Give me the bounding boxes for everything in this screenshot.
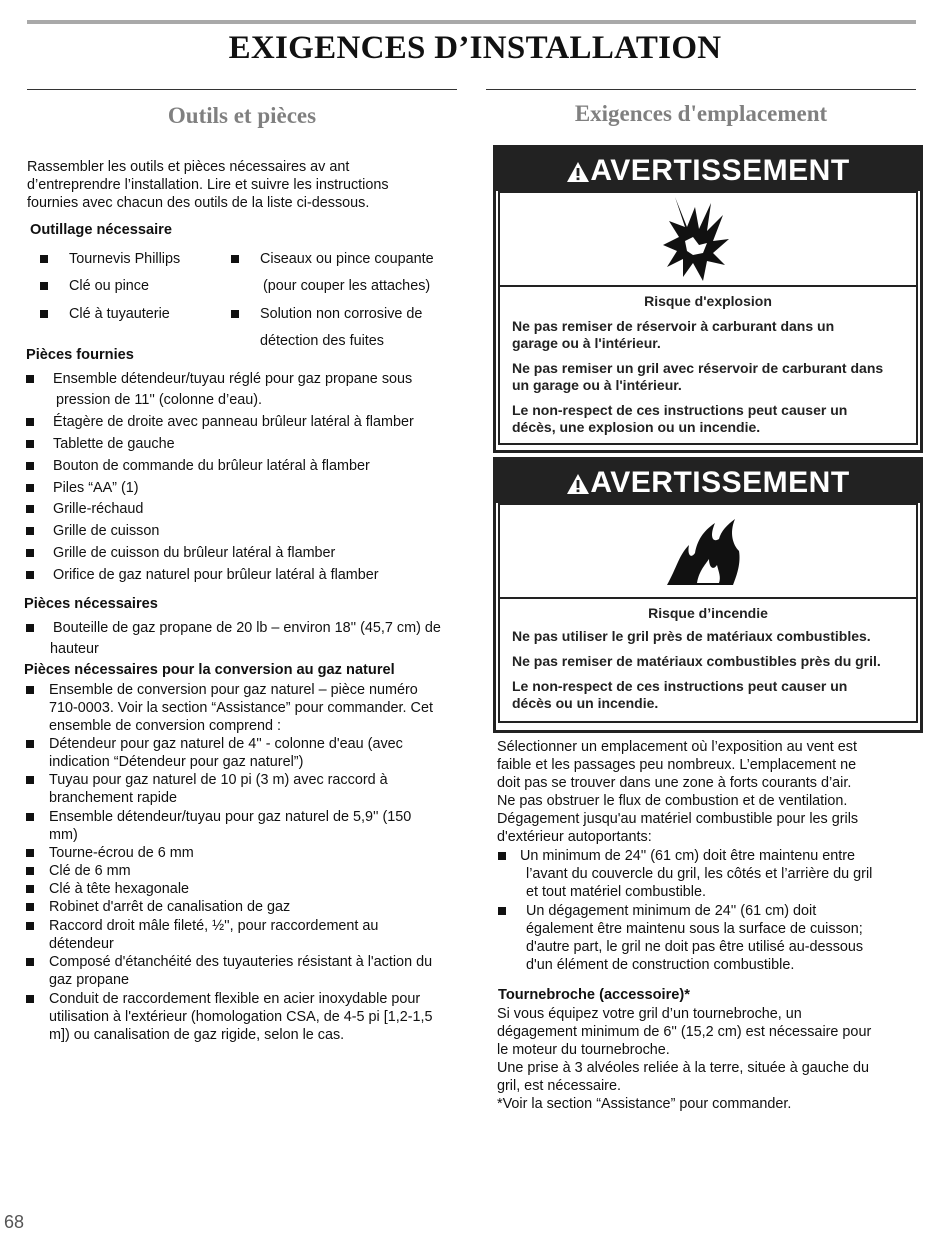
- bullet-square: [231, 255, 239, 263]
- left-heading-rule: [27, 89, 457, 90]
- tool-item: Solution non corrosive de: [231, 305, 422, 323]
- clearance-item: Un dégagement minimum de 24'' (61 cm) doit également être maintenu sous la surface de cuisson; d'autre part, le gril ne doit pas être utilisé au-dessous d'un élément de construction combustible.: [498, 902, 863, 974]
- bullet-square: [26, 440, 34, 448]
- conversion-item: Ensemble de conversion pour gaz naturel – pièce numéro 710-0003. Voir la section “Assistance” pour commander. Cet ensemble de conversion comprend :: [26, 681, 433, 735]
- page-number: 68: [4, 1212, 25, 1232]
- warning-image-area: [498, 191, 918, 285]
- bullet-square: [498, 852, 506, 860]
- bullet-square: [40, 282, 48, 290]
- warning-line: Ne pas utiliser le gril près de matériaux combustibles.: [512, 628, 871, 644]
- warning-line: Le non-respect de ces instructions peut causer un décès ou un incendie.: [512, 678, 848, 711]
- supplied-item: Grille de cuisson du brûleur latéral à flamber: [26, 544, 335, 562]
- bullet-square: [26, 549, 34, 557]
- rotisserie-paragraph: Si vous équipez votre gril d’un tournebroche, un dégagement minimum de 6'' (15,2 cm) est nécessaire pour le moteur du tournebroche. Une prise à 3 alvéoles reliée à la terre, située à gauche du gril, est nécessaire. *Voir la section “Assistance” pour commander.: [497, 1006, 872, 1112]
- supplied-heading: Pièces fournies: [26, 347, 134, 363]
- bullet-square: [231, 310, 239, 318]
- bullet-square: [26, 375, 34, 383]
- warning-image-area: [498, 503, 918, 597]
- bullet-square: [26, 867, 34, 875]
- tools-heading: Outillage nécessaire: [30, 222, 172, 238]
- warning-text-area: [498, 597, 918, 723]
- location-paragraph: Sélectionner un emplacement où l’exposition au vent est faible et les passages peu nombreux. L’emplacement ne doit pas se trouver dans une zone à forts courants d’air. Ne pas obstruer le flux de combustion et de ventilation. Dégagement jusqu'au matériel combustible pour les grils d'extérieur autoportants:: [497, 739, 859, 845]
- bullet-square: [26, 849, 34, 857]
- bullet-square: [26, 686, 34, 694]
- supplied-item: Grille de cuisson: [26, 522, 159, 540]
- bullet-square: [26, 922, 34, 930]
- supplied-item: Tablette de gauche: [26, 435, 175, 453]
- clearance-item: Un minimum de 24'' (61 cm) doit être maintenu entre l’avant du couvercle du gril, les côtés et l’arrière du gril et tout matériel combustible.: [498, 847, 872, 901]
- bullet-square: [26, 418, 34, 426]
- bullet-square: [40, 255, 48, 263]
- bullet-square: [26, 903, 34, 911]
- conversion-item: Tuyau pour gaz naturel de 10 pi (3 m) avec raccord à branchement rapide: [26, 771, 388, 807]
- supplied-item: Grille-réchaud: [26, 500, 143, 518]
- supplied-item: Étagère de droite avec panneau brûleur latéral à flamber: [26, 413, 414, 431]
- explosion-warning-box: [493, 145, 923, 453]
- supplied-item: Bouton de commande du brûleur latéral à flamber: [26, 457, 370, 475]
- needed-heading: Pièces nécessaires: [24, 596, 158, 612]
- warning-risk-title: Risque d'explosion: [644, 293, 772, 309]
- fire-warning-box: [493, 457, 923, 733]
- tool-item: Ciseaux ou pince coupante: [231, 250, 434, 268]
- conversion-item: Raccord droit mâle fileté, ½'', pour raccordement au détendeur: [26, 917, 378, 953]
- bullet-square: [26, 571, 34, 579]
- needed-item: Bouteille de gaz propane de 20 lb – environ 18'' (45,7 cm) de: [26, 619, 441, 637]
- bullet-square: [26, 958, 34, 966]
- bullet-square: [26, 462, 34, 470]
- bullet-square: [26, 813, 34, 821]
- bullet-square: [26, 740, 34, 748]
- warning-line: Ne pas remiser un gril avec réservoir de carburant dans un garage ou à l'intérieur.: [512, 360, 884, 393]
- warning-line: Le non-respect de ces instructions peut causer un décès, une explosion ou un incendie.: [512, 402, 848, 435]
- tool-item: Clé ou pince: [40, 277, 149, 295]
- bullet-square: [26, 527, 34, 535]
- intro-line: fournies avec chacun des outils de la liste ci-dessous.: [27, 195, 370, 211]
- conversion-item: Ensemble détendeur/tuyau pour gaz naturel de 5,9'' (150 mm): [26, 808, 411, 844]
- tool-item: Tournevis Phillips: [40, 250, 180, 268]
- conversion-item: Conduit de raccordement flexible en acier inoxydable pour utilisation à l'extérieur (homologation CSA, de 4-5 pi [1,2-1,5 m]) ou canalisation de gaz rigide, selon le cas.: [26, 990, 433, 1044]
- warning-risk-title: Risque d’incendie: [648, 605, 768, 621]
- right-heading-rule: [486, 89, 916, 90]
- bullet-square: [40, 310, 48, 318]
- fire-icon: [663, 515, 743, 587]
- conversion-item: Robinet d'arrêt de canalisation de gaz: [26, 898, 290, 916]
- conversion-item: Détendeur pour gaz naturel de 4'' - colonne d'eau (avec indication “Détendeur pour gaz naturel”): [26, 735, 403, 771]
- intro-line: Rassembler les outils et pièces nécessaires av ant: [27, 159, 350, 175]
- bullet-square: [26, 776, 34, 784]
- bullet-square: [498, 907, 506, 915]
- intro-line: d’entreprendre l’installation. Lire et suivre les instructions: [27, 177, 389, 193]
- conversion-item: Clé de 6 mm: [26, 862, 131, 880]
- left-section-heading: Outils et pièces: [167, 103, 317, 128]
- conversion-heading: Pièces nécessaires pour la conversion au gaz naturel: [24, 662, 395, 678]
- supplied-item-continuation: pression de 11'' (colonne d’eau).: [56, 392, 263, 408]
- rotisserie-heading: Tournebroche (accessoire)*: [498, 987, 690, 1003]
- tool-item: Clé à tuyauterie: [40, 305, 170, 323]
- explosion-icon: [663, 197, 733, 281]
- conversion-item: Composé d'étanchéité des tuyauteries résistant à l'action du gaz propane: [26, 953, 432, 989]
- bullet-square: [26, 484, 34, 492]
- bullet-square: [26, 995, 34, 1003]
- warning-line: Ne pas remiser de réservoir à carburant dans un garage ou à l'intérieur.: [512, 318, 835, 351]
- supplied-item: Ensemble détendeur/tuyau réglé pour gaz propane sous: [26, 370, 412, 388]
- page-title: EXIGENCES D’INSTALLATION: [228, 30, 722, 66]
- warning-header: AVERTISSEMENT: [496, 148, 920, 191]
- needed-item-continuation: hauteur: [50, 641, 99, 657]
- tool-item-continuation: (pour couper les attaches): [263, 278, 431, 294]
- bullet-square: [26, 505, 34, 513]
- top-rule: [27, 20, 916, 24]
- conversion-item: Clé à tête hexagonale: [26, 880, 189, 898]
- bullet-square: [26, 885, 34, 893]
- supplied-item: Orifice de gaz naturel pour brûleur latéral à flamber: [26, 566, 379, 584]
- warning-line: Ne pas remiser de matériaux combustibles près du gril.: [512, 653, 881, 669]
- warning-header: AVERTISSEMENT: [496, 460, 920, 503]
- tool-item-continuation: détection des fuites: [260, 333, 384, 349]
- conversion-item: Tourne-écrou de 6 mm: [26, 844, 194, 862]
- warning-text-area: [498, 285, 918, 445]
- right-section-heading: Exigences d'emplacement: [574, 101, 828, 126]
- intro-paragraph: [27, 158, 389, 212]
- bullet-square: [26, 624, 34, 632]
- supplied-item: Piles “AA” (1): [26, 479, 139, 497]
